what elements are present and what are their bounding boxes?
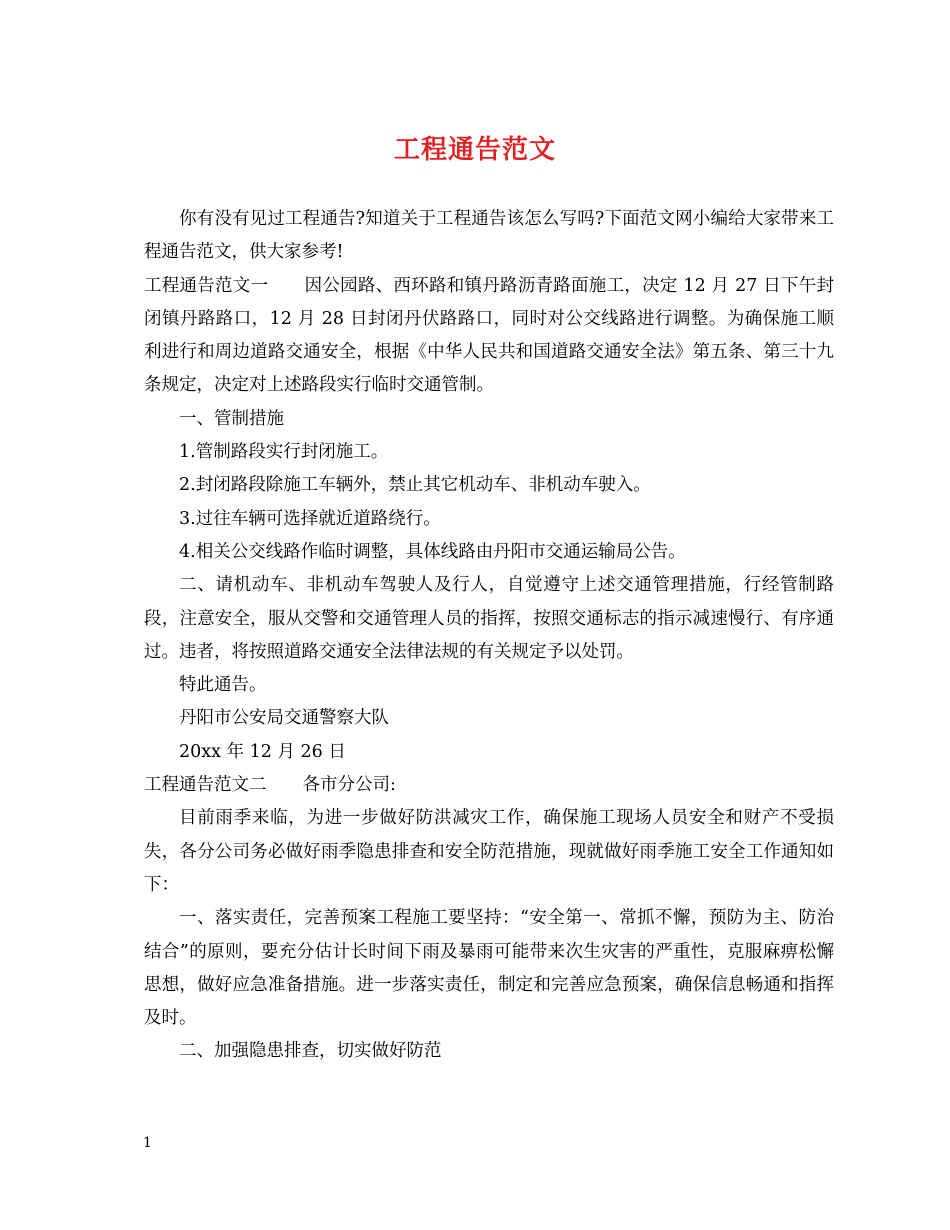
- example1-heading: 工程通告范文一: [144, 275, 269, 296]
- example2-first-line: [144, 769, 834, 802]
- closing-text: 特此通告。: [179, 675, 267, 696]
- example2-salutation: 各市分公司:: [302, 775, 396, 796]
- document-body: [144, 203, 834, 1069]
- section1-heading: 一、管制措施: [179, 408, 284, 429]
- example2-heading: 工程通告范文二: [144, 775, 267, 796]
- list-item-4: 4.相关公交线路作临时调整，具体线路由丹阳市交通运输局公告。: [179, 541, 686, 562]
- intro-paragraph: 你有没有见过工程通告?知道关于工程通告该怎么写吗?下面范文网小编给大家带来工程通告范文，供大家参考!: [144, 209, 834, 263]
- example2-paragraph-1: 目前雨季来临，为进一步做好防洪减灾工作，确保施工现场人员安全和财产不受损失，各分公司务必做好雨季隐患排查和安全防范措施，现就做好雨季施工安全工作通知如下：: [144, 808, 834, 895]
- notice-date: 20xx 年 12 月 26 日: [179, 741, 346, 762]
- example1-first-paragraph: [144, 270, 834, 403]
- example2-paragraph-3: 二、加强隐患排查，切实做好防范: [179, 1041, 442, 1062]
- list-item-1: 1.管制路段实行封闭施工。: [179, 442, 389, 463]
- page-number: 1: [143, 1135, 152, 1151]
- section2-paragraph: 二、请机动车、非机动车驾驶人及行人，自觉遵守上述交通管理措施，行经管制路段，注意安全，服从交警和交通管理人员的指挥，按照交通标志的指示减速慢行、有序通过。违者，将按照道路交通安全法律法规的有关规定予以处罚。: [144, 575, 834, 662]
- list-item-2: 2.封闭路段除施工车辆外，禁止其它机动车、非机动车驶入。: [179, 475, 651, 496]
- example2-paragraph-2: 一、落实责任，完善预案工程施工要坚持：“安全第一、常抓不懈，预防为主、防治结合”的原则，要充分估计长时间下雨及暴雨可能带来次生灾害的严重性，克服麻痹松懈思想，做好应急准备措施。进一步落实责任，制定和完善应急预案，确保信息畅通和指挥及时。: [144, 908, 834, 1029]
- example1-first-text: 因公园路、西环路和镇丹路沥青路面施工，决定 12 月 27 日下午封闭镇丹路路口，12 月 28 日封闭丹伏路路口，同时对公交线路进行调整。为确保施工顺利进行和周边道路交通安全，根据《中华人民共和国道路交通安全法》第五条、第三十九条规定，决定对上述路段实行临时交通管制。: [144, 275, 834, 396]
- signature: 丹阳市公安局交通警察大队: [179, 708, 389, 729]
- list-item-3: 3.过往车辆可选择就近道路绕行。: [179, 508, 441, 529]
- page-title: 工程通告范文: [393, 135, 556, 165]
